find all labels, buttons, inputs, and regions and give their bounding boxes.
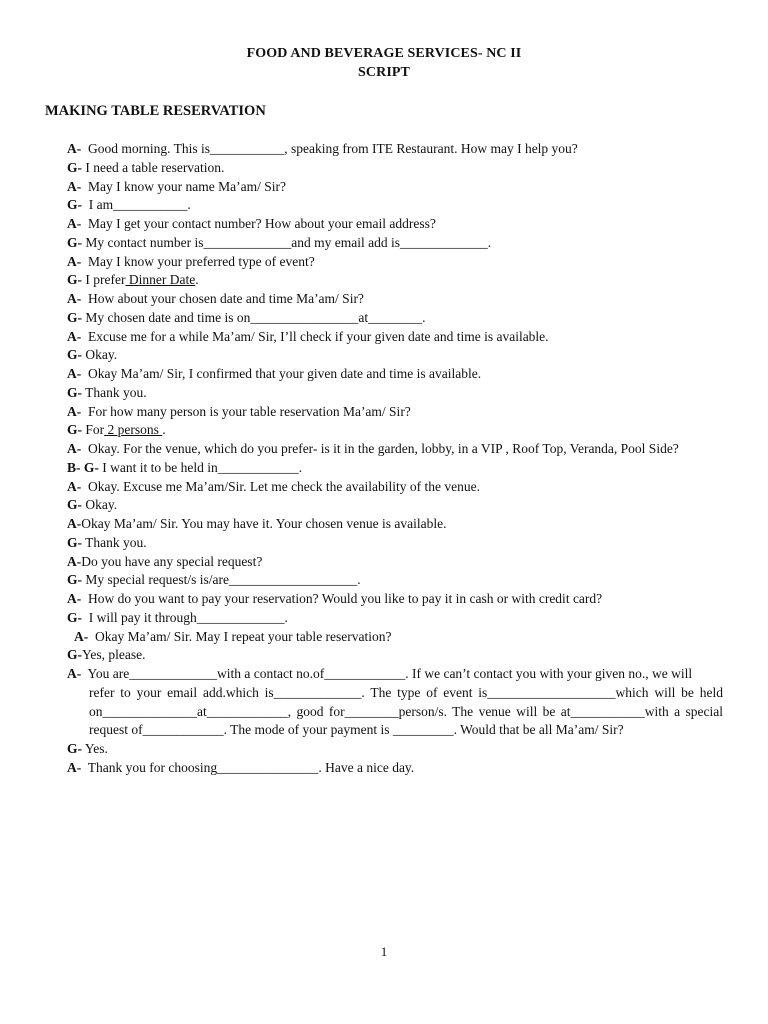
script-line — [67, 440, 723, 459]
speaker-label: G- — [83, 459, 99, 475]
speaker-label: G- — [67, 384, 82, 400]
dialogue-text: For how many person is your table reservation Ma’am/ Sir? — [81, 403, 411, 419]
dialogue-text: Okay Ma’am/ Sir. You may have it. Your chosen venue is available. — [81, 516, 447, 531]
summary-paragraph — [67, 665, 723, 740]
script-line — [67, 365, 723, 384]
script-line — [67, 421, 723, 440]
speaker-label: G- — [67, 347, 82, 363]
script-line — [67, 759, 723, 778]
dialogue-text: Do you have any special request? — [81, 553, 263, 569]
dialogue-text: Okay. For the venue, which do you prefer- is it in the garden, lobby, in a VIP , Roof Top, Veranda, Pool Side? — [81, 441, 679, 456]
script-line — [67, 515, 723, 534]
dialogue-text: Okay. Excuse me Ma’am/Sir. Let me check the availability of the venue. — [81, 478, 480, 494]
dialogue-text: Okay. — [82, 347, 118, 363]
speaker-label: A- — [67, 291, 82, 306]
speaker-label: G- — [67, 234, 82, 250]
speaker-label: G- — [67, 572, 82, 588]
dialogue-text: I will pay it through_____________. — [82, 609, 288, 625]
filled-answer: Dinner Date — [125, 272, 196, 288]
speaker-label: A- — [67, 666, 82, 681]
speaker-label: B- — [67, 459, 81, 475]
speaker-label: A- — [67, 141, 82, 156]
script-line — [67, 403, 723, 422]
section-heading: MAKING TABLE RESERVATION — [45, 103, 266, 119]
dialogue-text: May I know your name Ma’am/ Sir? — [81, 178, 286, 194]
script-line — [67, 571, 723, 590]
dialogue-text: Okay Ma’am/ Sir, I confirmed that your given date and time is available. — [81, 366, 482, 381]
script-line — [67, 159, 723, 178]
script-line — [67, 590, 723, 609]
script-line — [67, 253, 723, 272]
script-line — [67, 215, 723, 234]
speaker-label: A- — [67, 178, 82, 194]
script-line — [67, 328, 723, 347]
dialogue-text: Good morning. This is___________, speaking from ITE Restaurant. How may I help you? — [81, 141, 578, 156]
script-line — [67, 553, 723, 572]
script-line — [67, 496, 723, 515]
dialogue-text: My chosen date and time is on________________at________. — [82, 309, 426, 325]
document-subtitle: SCRIPT — [358, 65, 410, 80]
speaker-label: A- — [67, 366, 82, 381]
script-line — [67, 665, 723, 684]
dialogue-text: My special request/s is/are___________________. — [82, 572, 361, 588]
script-line — [67, 234, 723, 253]
speaker-label: G- — [67, 197, 82, 213]
script-line — [67, 346, 723, 365]
dialogue-text: Okay. — [82, 497, 118, 513]
speaker-label: A- — [67, 403, 82, 419]
dialogue-text: Yes. — [82, 741, 108, 756]
dialogue-text: Okay Ma’am/ Sir. May I repeat your table reservation? — [88, 628, 392, 644]
speaker-label: A- — [74, 628, 89, 644]
speaker-label: G- — [67, 534, 82, 550]
speaker-label: G- — [67, 422, 82, 438]
dialogue-text: . — [162, 422, 166, 438]
script-line — [67, 740, 723, 759]
dialogue-text: How do you want to pay your reservation? Would you like to pay it in cash or with credit card? — [81, 591, 603, 606]
script-line — [67, 609, 723, 628]
dialogue-text: Thank you. — [82, 384, 147, 400]
speaker-label: A- — [67, 441, 82, 456]
document-title: FOOD AND BEVERAGE SERVICES- NC II — [246, 46, 522, 61]
dialogue-text: Thank you for choosing_______________. Have a nice day. — [81, 759, 415, 775]
script-line — [67, 646, 723, 665]
speaker-label: G- — [67, 647, 82, 663]
speaker-label: A- — [67, 328, 82, 344]
speaker-label: A- — [67, 553, 82, 569]
dialogue-text: You are_____________with a contact no.of____________. If we can’t contact you with your given no., we will — [81, 666, 693, 681]
script-line — [67, 384, 723, 403]
dialogue-text: For — [82, 422, 105, 438]
speaker-label: A- — [67, 759, 82, 775]
dialogue-text: Excuse me for a while Ma’am/ Sir, I’ll check if your given date and time is available. — [81, 328, 549, 344]
speaker-label: A- — [67, 216, 82, 231]
dialogue-text: I am___________. — [82, 197, 191, 213]
script-line — [67, 271, 723, 290]
speaker-label: G- — [67, 272, 82, 288]
speaker-label: A- — [67, 253, 82, 269]
script-line — [67, 459, 723, 478]
script-line — [67, 140, 723, 159]
page-number: 1 — [380, 944, 388, 959]
filled-answer: 2 persons — [104, 422, 163, 438]
script-line — [67, 628, 723, 647]
script-line — [67, 196, 723, 215]
speaker-label: G- — [67, 609, 82, 625]
speaker-label: G- — [67, 309, 82, 325]
speaker-label: G- — [67, 497, 82, 513]
dialogue-text: May I get your contact number? How about your email address? — [81, 216, 436, 231]
speaker-label: A- — [67, 478, 82, 494]
dialogue-text: I prefer — [82, 272, 126, 288]
dialogue-text: . — [195, 272, 199, 288]
dialogue-text: My contact number is_____________and my email add is_____________. — [82, 234, 492, 250]
dialogue-text: I want it to be held in____________. — [98, 459, 303, 475]
speaker-label: A- — [67, 591, 82, 606]
script-line — [67, 478, 723, 497]
script-line — [67, 534, 723, 553]
script-line — [67, 290, 723, 309]
dialogue-text: How about your chosen date and time Ma’am/ Sir? — [81, 291, 364, 306]
dialogue-text: May I know your preferred type of event? — [81, 253, 315, 269]
reservation-script — [67, 140, 723, 778]
speaker-label: G- — [67, 741, 82, 756]
speaker-label: G- — [67, 159, 82, 175]
dialogue-text: Yes, please. — [82, 647, 146, 663]
speaker-label: A- — [67, 516, 82, 531]
summary-body: refer to your email add.which is_____________. The type of event is___________________which will be held on______________at____________, good for________person/s. The venue will be at___________with a special request of____________. The mode of your payment is _________. Would that be all Ma’am/ Sir? — [89, 684, 723, 738]
dialogue-text: I need a table reservation. — [82, 159, 225, 175]
script-line — [67, 178, 723, 197]
dialogue-text: Thank you. — [82, 534, 147, 550]
script-line — [67, 309, 723, 328]
